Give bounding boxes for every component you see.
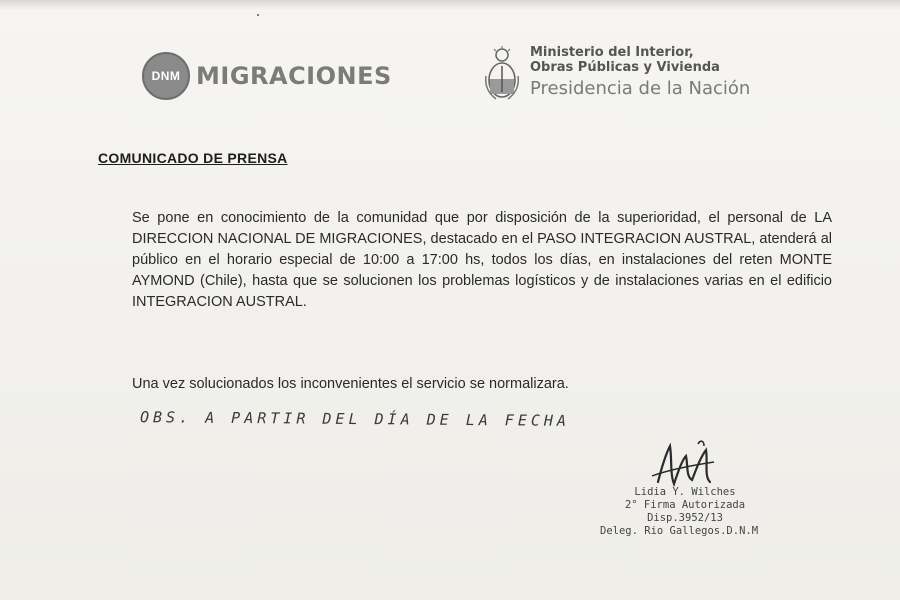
document-title: COMUNICADO DE PRENSA — [98, 150, 288, 166]
dnm-badge-icon — [142, 52, 190, 100]
scan-edge-shadow — [0, 0, 900, 10]
stamp-delegation: Deleg. Rio Gallegos.D.N.M — [600, 525, 759, 537]
stamp-role: 2° Firma Autorizada — [624, 499, 746, 511]
body-paragraph-1: Se pone en conocimiento de la comunidad que por disposición de la superioridad, el personal de LA DIRECCION NACIONAL DE MIGRACIONES, destacado en el PASO INTEGRACION AUSTRAL, atenderá al público en el horario especial de 10:00 a 17:00 hs, todos los días, en instalaciones del reten MONTE AYMOND (Chile), hasta que se solucionen los problemas logísticos y de instalaciones varias en el edificio INTEGRACION AUSTRAL. — [132, 210, 832, 310]
signature-stamp — [600, 486, 770, 538]
ministry-header — [482, 46, 750, 102]
stamp-disposition: Disp.3952/13 — [647, 512, 723, 524]
argentina-coat-of-arms-icon — [482, 46, 522, 102]
ministry-name-line1: Ministerio del Interior, — [530, 45, 694, 60]
presidency-line: Presidencia de la Nación — [530, 77, 751, 99]
ministry-name-line2: Obras Públicas y Vivienda — [530, 59, 720, 75]
stamp-name: Lidia Y. Wilches — [634, 486, 736, 498]
dnm-badge-text: DNM — [151, 69, 181, 83]
body-paragraph-2: Una vez solucionados los inconvenientes el servicio se normalizara. — [132, 376, 569, 392]
dnm-migraciones-logo — [142, 52, 392, 100]
dnm-name: MIGRACIONES — [196, 62, 392, 90]
handwritten-note: OBS. A PARTIR DEL DÍA DE LA FECHA — [139, 408, 571, 430]
scan-speck — [257, 14, 259, 16]
